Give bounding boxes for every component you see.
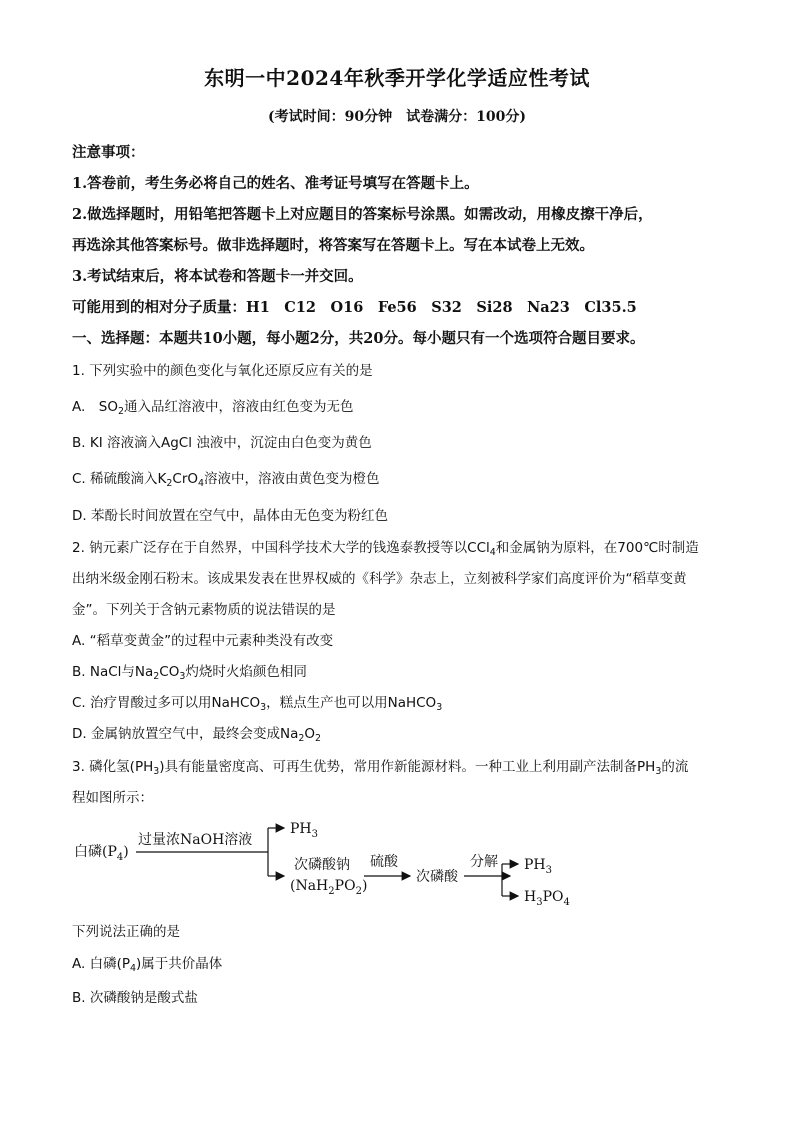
q2-option-c: C. 治疗胃酸过多可以用NaHCO$_3$，糕点生产也可以用NaHCO$_3$ bbox=[72, 695, 443, 713]
q1-option-a: A. $SO_2$通入品红溶液中，溶液由红色变为无色 bbox=[72, 399, 354, 417]
q3-option-b: B. 次磷酸钠是酸式盐 bbox=[72, 990, 198, 1006]
q3-stem-line-1: 3. 磷化氢$(PH_3)$具有能量密度高、可再生优势，常用作新能源材料。一种工业上利用副产法制备$PH_3$的流 bbox=[72, 759, 689, 777]
q2-stem-line-1: 2. 钠元素广泛存在于自然界，中国科学技术大学的钱逸泰教授等以CCl$_4$和金属钠为原料，在700℃时制造 bbox=[72, 540, 699, 558]
q2-stem-line-2: 出纳米级金刚石粉末。该成果发表在世界权威的《科学》杂志上，立刻被科学家们高度评价为“稻草变黄 bbox=[72, 571, 687, 587]
diagram-start-label: 白磷$(P_4)$ bbox=[74, 844, 129, 863]
q3-stem-line-2: 程如图所示： bbox=[72, 790, 153, 806]
note-1: 1.答卷前，考生务必将自己的姓名、准考证号填写在答题卡上。 bbox=[72, 175, 479, 192]
q2-stem-line-3: 金”。下列关于含钠元素物质的说法错误的是 bbox=[72, 602, 336, 618]
exam-title: 东明一中2024年秋季开学化学适应性考试 bbox=[204, 66, 590, 90]
q1-stem: 1. 下列实验中的颜色变化与氧化还原反应有关的是 bbox=[72, 363, 373, 379]
diagram-final-ph3: $PH_3$ bbox=[524, 857, 553, 876]
q2-option-d: D. 金属钠放置空气中，最终会变成$Na_2O_2$ bbox=[72, 726, 322, 744]
section-1-heading: 一、选择题：本题共10小题，每小题2分，共20分。每小题只有一个选项符合题目要求。 bbox=[72, 330, 645, 347]
q3-option-a: A. 白磷$(P_4)$属于共价晶体 bbox=[72, 956, 223, 974]
q1-option-c: C. 稀硫酸滴入$K_2CrO_4$溶液中，溶液由黄色变为橙色 bbox=[72, 471, 380, 489]
diagram-reagent-sulfuric: 硫酸 bbox=[370, 854, 398, 870]
note-2-line-1: 2.做选择题时，用铅笔把答题卡上对应题目的答案标号涂黑。如需改动，用橡皮擦干净后， bbox=[72, 206, 653, 223]
notes-heading: 注意事项： bbox=[72, 144, 145, 161]
q1-option-b: B. KI 溶液滴入AgCl 浊液中，沉淀由白色变为黄色 bbox=[72, 435, 372, 451]
note-2-line-2: 再选涂其他答案标号。做非选择题时，将答案写在答题卡上。写在本试卷上无效。 bbox=[72, 237, 594, 254]
diagram-intermediate-formula: $(NaH_2PO_2)$ bbox=[290, 878, 368, 897]
q1-option-d: D. 苯酚长时间放置在空气中，晶体由无色变为粉红色 bbox=[72, 508, 388, 524]
q2-option-a: A. “稻草变黄金”的过程中元素种类没有改变 bbox=[72, 633, 334, 649]
diagram-acid: 次磷酸 bbox=[416, 869, 458, 885]
relative-masses: 可能用到的相对分子质量：H1 C12 O16 Fe56 S32 Si28 Na23 Cl35.5 bbox=[72, 299, 637, 316]
q3-prompt: 下列说法正确的是 bbox=[72, 924, 180, 940]
q2-option-b: B. NaCl与$Na_2CO_3$灼烧时火焰颜色相同 bbox=[72, 664, 307, 682]
diagram-reagent-decompose: 分解 bbox=[470, 854, 498, 870]
note-3: 3.考试结束后，将本试卷和答题卡一并交回。 bbox=[72, 268, 363, 285]
diagram-reagent-naoh: 过量浓NaOH溶液 bbox=[138, 832, 253, 848]
diagram-final-h3po4: $H_3PO_4$ bbox=[524, 889, 570, 908]
phosphine-flow-diagram bbox=[72, 812, 592, 912]
diagram-product-ph3: $PH_3$ bbox=[290, 821, 319, 840]
exam-subtitle: (考试时间：90分钟 试卷满分：100分) bbox=[268, 109, 526, 125]
diagram-intermediate-name: 次磷酸钠 bbox=[294, 857, 350, 873]
